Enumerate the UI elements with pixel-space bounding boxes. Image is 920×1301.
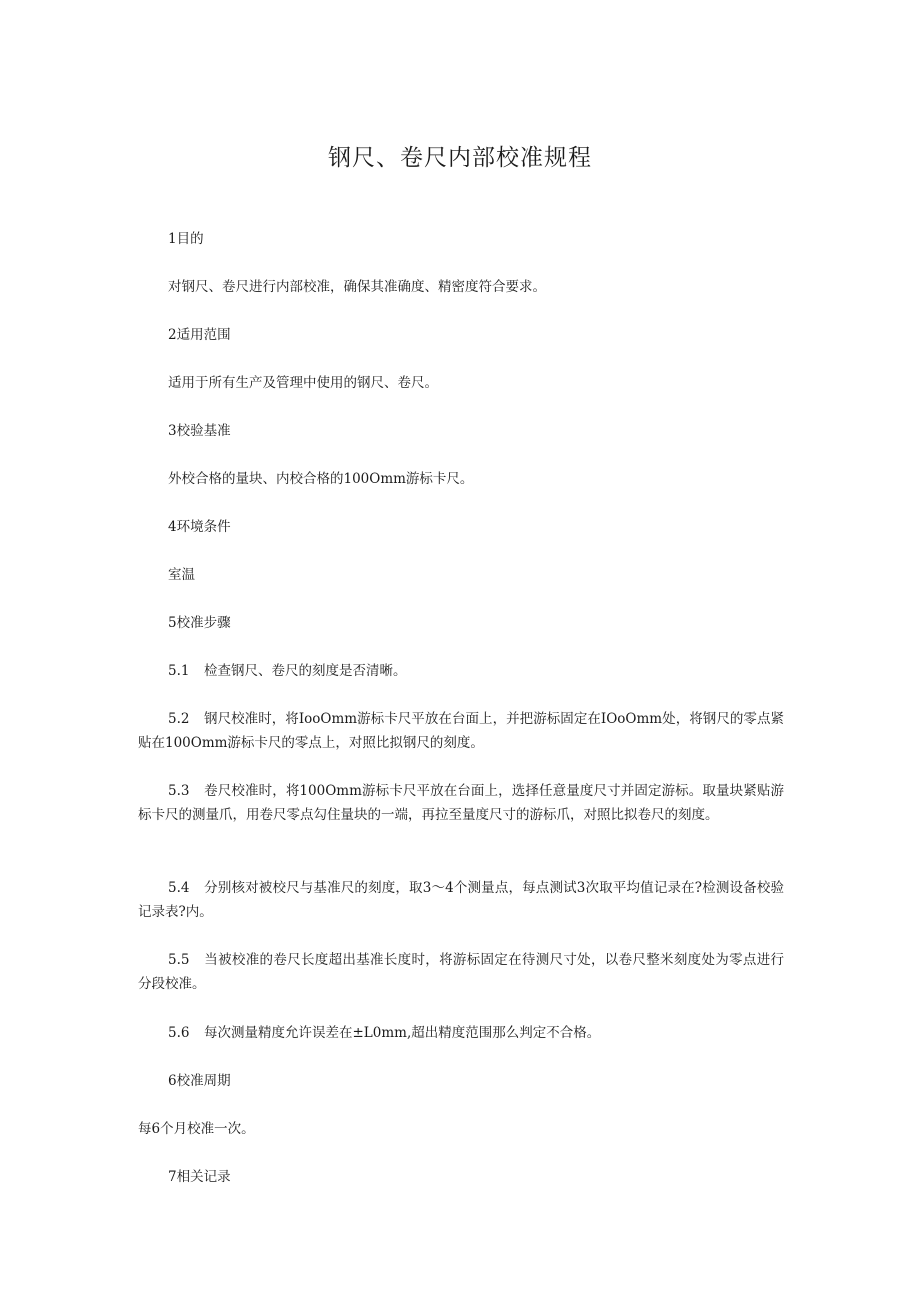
step-text: 当被校准的卷尺长度超出基准长度时，将游标固定在待测尺寸处，以卷尺整米刻度处为零点进行分段校准。 <box>138 952 784 992</box>
section-purpose-heading: 1目的 <box>168 231 204 247</box>
step-item <box>138 948 784 996</box>
section-reference-heading: 3校验基准 <box>168 423 231 439</box>
section-cycle-heading: 6校准周期 <box>168 1073 231 1089</box>
step-text: 检查钢尺、卷尺的刻度是否清晰。 <box>204 663 407 679</box>
section-scope-heading: 2适用范围 <box>168 327 231 343</box>
step-text: 钢尺校准时，将IooOmm游标卡尺平放在台面上，并把游标固定在IOoOmm处，将钢尺的零点紧贴在100Omm游标卡尺的零点上，对照比拟钢尺的刻度。 <box>138 711 784 751</box>
page-title: 钢尺、卷尺内部校准规程 <box>328 145 592 171</box>
step-item <box>138 659 784 683</box>
step-number: 5.4 <box>168 880 190 896</box>
section-purpose-body: 对钢尺、卷尺进行内部校准，确保其准确度、精密度符合要求。 <box>168 279 546 295</box>
step-number: 5.5 <box>168 952 190 968</box>
section-steps-heading: 5校准步骤 <box>168 615 231 631</box>
step-text: 卷尺校准时，将100Omm游标卡尺平放在台面上，选择任意量度尺寸并固定游标。取量块紧贴游标卡尺的测量爪，用卷尺零点勾住量块的一端，再拉至量度尺寸的游标爪，对照比拟卷尺的刻度。 <box>138 783 784 823</box>
step-text: 每次测量精度允许误差在±L0mm,超出精度范围那么判定不合格。 <box>204 1025 601 1041</box>
step-item <box>138 707 784 755</box>
step-text: 分别核对被校尺与基准尺的刻度，取3〜4个测量点，每点测试3次取平均值记录在?检测设备校验记录表?内。 <box>138 880 784 920</box>
step-number: 5.6 <box>168 1025 190 1041</box>
section-environment-heading: 4环境条件 <box>168 519 231 535</box>
section-environment-body: 室温 <box>168 567 195 583</box>
section-reference-body: 外校合格的量块、内校合格的100Omm游标卡尺。 <box>168 471 474 487</box>
step-item <box>138 1021 784 1045</box>
step-number: 5.3 <box>168 783 190 799</box>
step-number: 5.1 <box>168 663 190 679</box>
step-item <box>138 779 784 827</box>
section-cycle-body: 每6个月校准一次。 <box>138 1121 255 1137</box>
section-scope-body: 适用于所有生产及管理中使用的钢尺、卷尺。 <box>168 375 438 391</box>
section-records-heading: 7相关记录 <box>168 1169 231 1185</box>
step-item <box>138 876 784 924</box>
step-number: 5.2 <box>168 711 190 727</box>
